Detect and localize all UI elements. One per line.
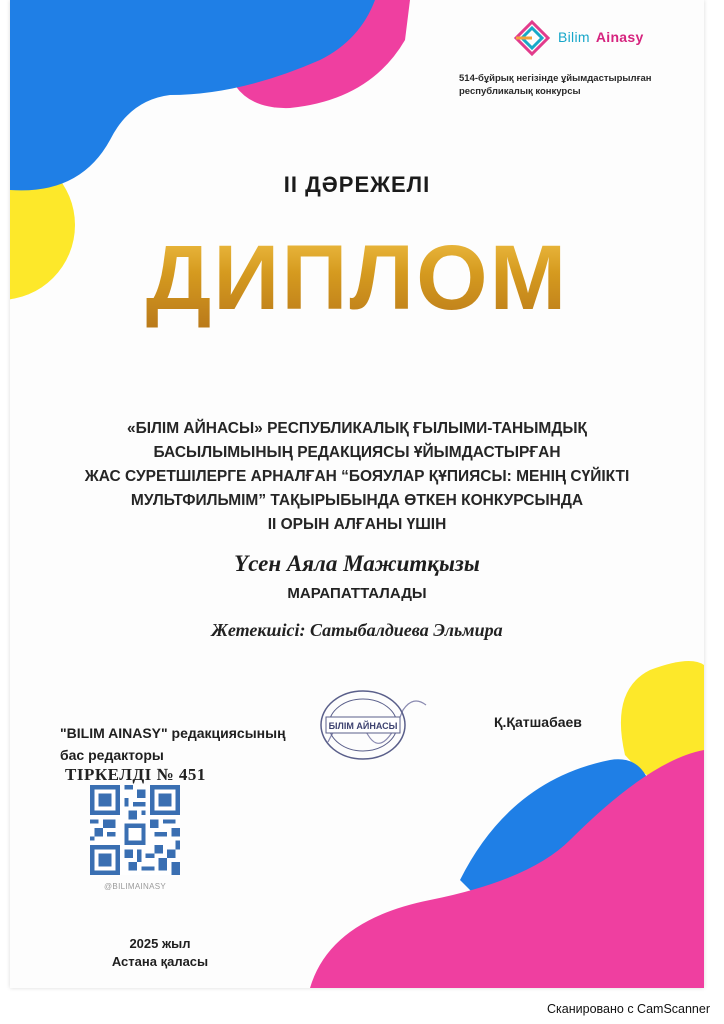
registration-number: ТІРКЕЛДІ № 451 bbox=[65, 765, 206, 784]
editor-line: бас редакторы bbox=[60, 747, 164, 763]
logo-mark-icon bbox=[512, 18, 552, 58]
order-note bbox=[459, 72, 699, 98]
awarded-text: МАРАПАТТАЛАДЫ bbox=[287, 585, 427, 602]
brand-logo bbox=[512, 18, 682, 58]
editor-title bbox=[60, 722, 286, 766]
description-line: «БІЛІМ АЙНАСЫ» РЕСПУБЛИКАЛЫҚ ҒЫЛЫМИ-ТАНЫМДЫҚ bbox=[126, 420, 588, 437]
description-line: БАСЫЛЫМЫНЫҢ РЕДАКЦИЯСЫ ҰЙЫМДАСТЫРҒАН bbox=[153, 444, 561, 461]
logo-word-2: Ainasy bbox=[595, 29, 644, 45]
issue-year: 2025 жыл bbox=[129, 936, 191, 951]
official-stamp bbox=[308, 680, 428, 770]
supervisor-name: Жетекшісі: Сатыбалдиева Эльмира bbox=[211, 620, 503, 640]
qr-caption: @BILIMAINASY bbox=[104, 882, 166, 891]
issue-place-date bbox=[105, 935, 215, 971]
recipient-name: Үсен Аяла Мажитқызы bbox=[234, 551, 480, 576]
diploma-title: ДИПЛОМ bbox=[10, 226, 704, 331]
description-line: II ОРЫН АЛҒАНЫ ҮШІН bbox=[267, 516, 447, 533]
order-note-line: республикалық конкурсы bbox=[459, 86, 581, 97]
qr-code[interactable] bbox=[90, 785, 180, 875]
logo-text bbox=[558, 29, 644, 45]
scanner-watermark: Сканировано с CamScanner bbox=[547, 1002, 710, 1016]
signer-name: Қ.Қатшабаев bbox=[494, 714, 582, 730]
order-note-line: 514-бұйрық негізінде ұйымдастырылған bbox=[459, 73, 652, 84]
description-line: МУЛЬТФИЛЬМІМ” ТАҚЫРЫБЫНДА ӨТКЕН КОНКУРСЫНДА bbox=[130, 492, 584, 509]
degree-heading: II ДӘРЕЖЕЛІ bbox=[283, 172, 431, 197]
award-description bbox=[70, 417, 644, 537]
logo-word-1: Bilim bbox=[558, 29, 590, 45]
editor-line: "BILIM AINASY" редакциясының bbox=[60, 725, 286, 741]
issue-city: Астана қаласы bbox=[111, 954, 209, 969]
stamp-text: БІЛІМ АЙНАСЫ bbox=[328, 721, 398, 731]
description-line: ЖАС СУРЕТШІЛЕРГЕ АРНАЛҒАН “БОЯУЛАР ҚҰПИЯСЫ: МЕНІҢ СҮЙІКТІ bbox=[84, 468, 630, 485]
diploma-page bbox=[10, 0, 704, 988]
